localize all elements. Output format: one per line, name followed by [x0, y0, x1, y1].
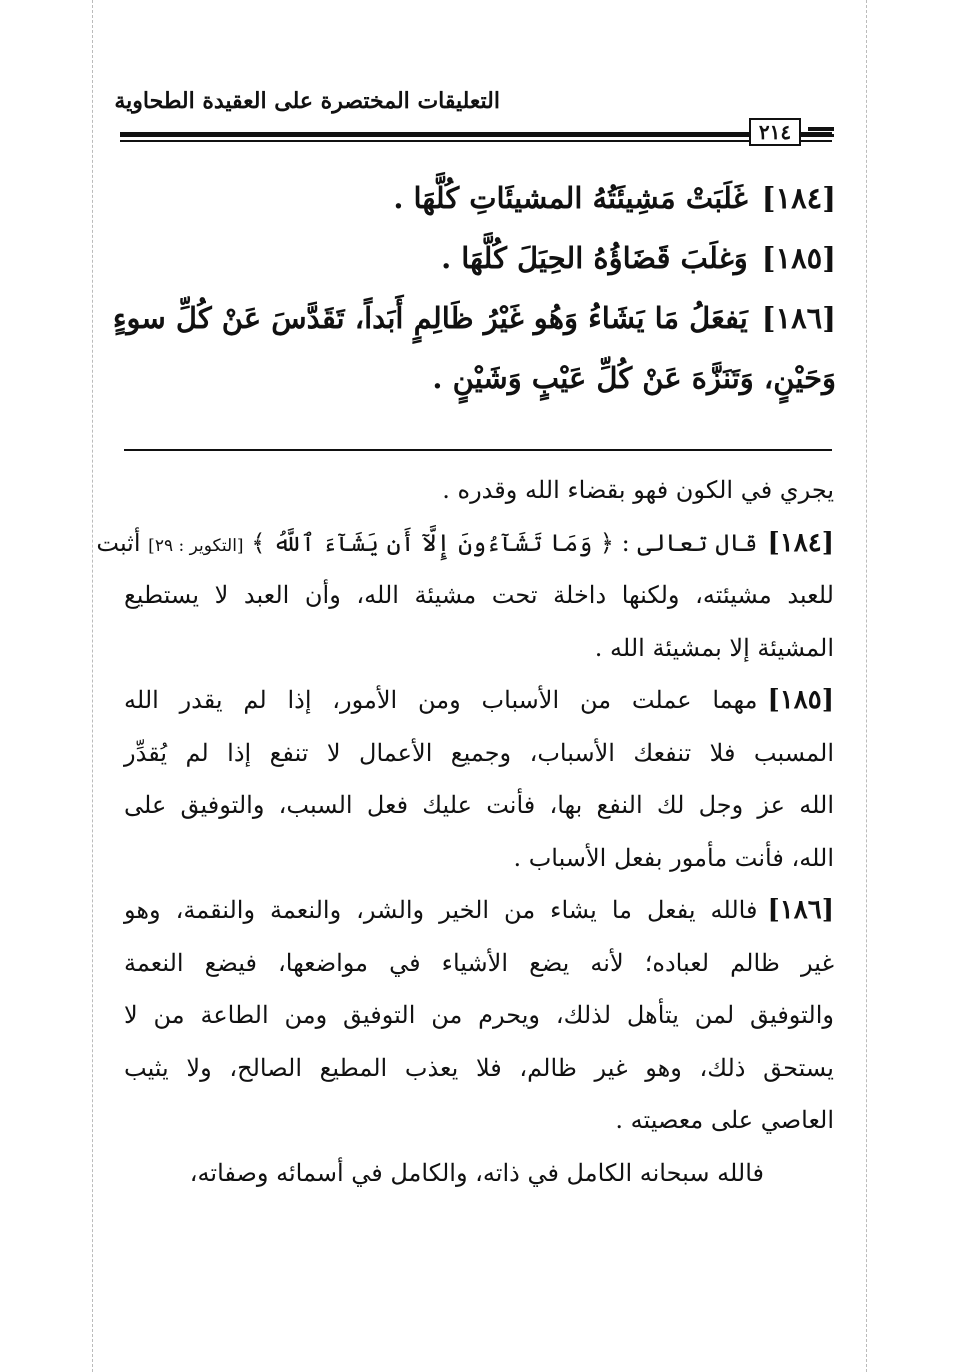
matn-line-184 [124, 168, 836, 228]
note-line-185 [124, 674, 834, 727]
note-line: الله، فأنت مأمور بفعل الأسباب . [513, 843, 834, 872]
quran-quote: ﴿ وَمَا تَشَآءُونَ إِلَّآ أَن يَشَآءَ ٱللَّهُ ﴾ [251, 528, 614, 557]
page-number-ornament [808, 127, 834, 131]
footnote-separator [124, 449, 832, 451]
note-text: قال تعالى : [621, 528, 758, 557]
note-line: يجري في الكون فهو بقضاء الله وقدره . [442, 476, 834, 504]
note-number: [١٨٦] [767, 895, 834, 925]
note-line-186 [124, 884, 834, 937]
note-line: يستحق ذلك، وهو غير ظالم، فلا يعذب المطيع الصالح، ولا يثيب [124, 1053, 834, 1082]
note-line: المشيئة إلا بمشيئة الله . [594, 633, 834, 662]
commentary-text [96, 464, 834, 1199]
matn-number: [١٨٦] [761, 301, 836, 335]
scan-margin-line-left [92, 0, 93, 1372]
scan-margin-line-right [866, 0, 867, 1372]
page-number-ornament-lower [808, 134, 834, 137]
note-line: والتوفيق لمن يتأهل لذلك، ويحرم من التوفيق ومن الطاعة من لا [124, 1001, 834, 1029]
matn-line-185 [124, 228, 836, 288]
note-number: [١٨٥] [767, 685, 834, 715]
matn-text: وَغلَبَ قَضَاؤُهُ الحِيَلَ كُلَّهَا . [441, 241, 748, 275]
header-rule-thick [120, 132, 832, 137]
matn-line-186-cont: وَحَيْنٍ، وَتَنَزَّهَ عَنْ كُلِّ عَيْبٍ وَشَيْنٍ . [432, 361, 836, 395]
matn-number: [١٨٥] [761, 241, 836, 275]
running-header-title: التعليقات المختصرة على العقيدة الطحاوية [114, 88, 500, 114]
note-line-paragraph: فالله سبحانه الكامل في ذاته، والكامل في أسمائه وصفاته، [189, 1158, 764, 1187]
matn-text: يَفعَلُ مَا يَشَاءُ وَهُو غَيْرُ ظَالِمٍ أَبَداً، تَقَدَّسَ عَنْ كُلِّ سوءٍ [112, 301, 748, 335]
header-rule-thin [120, 140, 832, 142]
note-text: مهما عملت من الأسباب ومن الأمور، إذا لم يقدر الله [124, 686, 758, 714]
matn-number: [١٨٤] [761, 181, 836, 215]
quran-citation: [التكوير : ٢٩] [148, 535, 244, 556]
matn-line-186 [112, 288, 836, 348]
note-line-184 [96, 517, 834, 570]
page-number-box: ٢١٤ [749, 118, 801, 146]
note-line: المسبب فلا تنفعك الأسباب، وجميع الأعمال لا تنفع إذا لم يُقدِّر [124, 738, 834, 767]
note-line: غير ظالم لعباده؛ لأنه يضع الأشياء في مواضعها، فيضع النعمة [124, 948, 834, 977]
note-number: [١٨٤] [767, 527, 834, 558]
note-text: أثبت [96, 528, 141, 557]
note-line: للعبد مشيئته، ولكنها داخلة تحت مشيئة الله، وأن العبد لا يستطيع [124, 581, 834, 609]
note-line: الله عز وجل لك النفع بها، فأنت عليك فعل السبب، والتوفيق على [124, 791, 834, 819]
note-line: العاصي على معصيته . [615, 1106, 834, 1134]
matn-text: غَلَبَتْ مَشِيئَتُهُ المشيئَاتِ كُلَّهَا . [393, 181, 748, 215]
note-text: فالله يفعل ما يشاء من الخير والشر، والنعمة والنقمة، وهو [124, 896, 758, 924]
main-matn-text [112, 168, 836, 408]
